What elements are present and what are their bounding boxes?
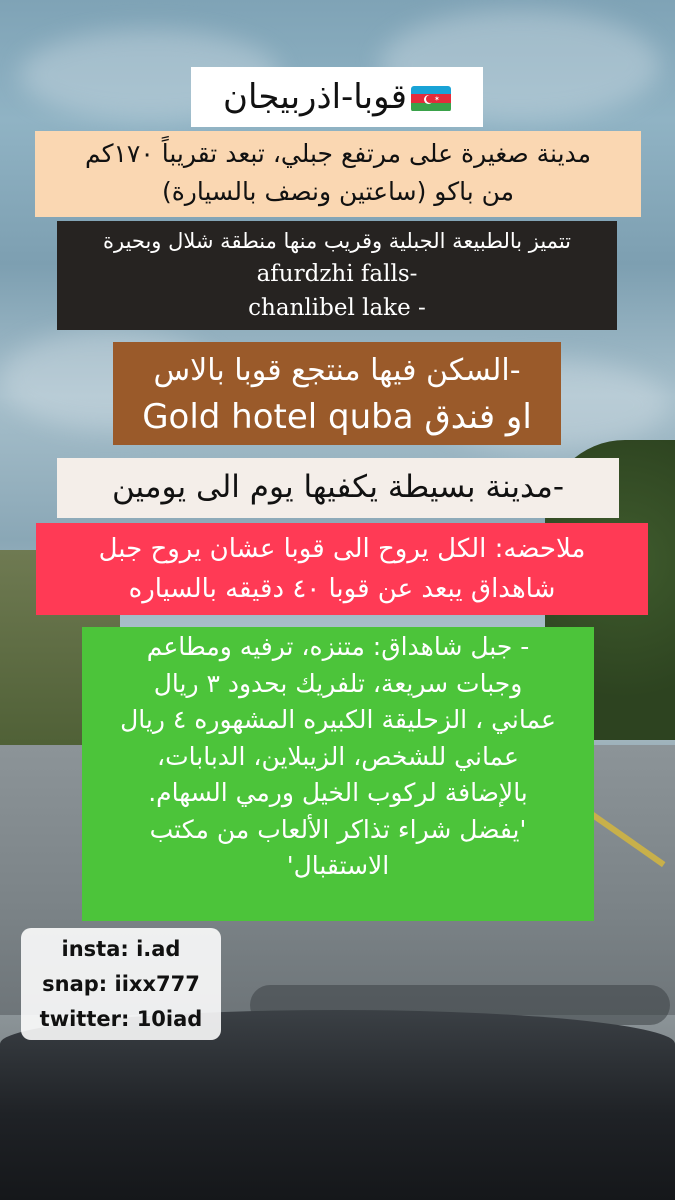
shahdag-line-6: 'يفضل شراء تذاكر الألعاب من مكتب: [149, 814, 527, 844]
note-line-1: ملاحضه: الكل يروح الى قوبا عشان يروح جبل: [98, 534, 586, 564]
simple-city-card: [57, 458, 619, 518]
stay-card: [113, 342, 561, 445]
note-card: [36, 523, 648, 615]
shahdag-line-5: بالإضافة لركوب الخيل ورمي السهام.: [148, 778, 528, 807]
social-handles-card: [21, 928, 221, 1040]
note-line-2: شاهداق يبعد عن قوبا ٤٠ دقيقه بالسياره: [128, 574, 556, 604]
intro-line-1: مدينة صغيرة على مرتفع جبلي، تبعد تقريباً ١٧٠كم: [84, 139, 592, 168]
intro-line-2: من باكو (ساعتين ونصف بالسيارة): [161, 177, 515, 206]
nature-card: [57, 221, 617, 330]
shahdag-line-4: عماني للشخص، الزيبلاين، الدبابات،: [157, 741, 519, 771]
shahdag-line-1: - جبل شاهداق: متنزه، ترفيه ومطاعم: [146, 632, 530, 661]
nature-line-2: afurdzhi falls-: [256, 261, 418, 287]
shahdag-line-2: وجبات سريعة، تلفريك بحدود ٣ ريال: [153, 668, 523, 698]
title-card: [191, 67, 483, 127]
shahdag-line-7: الاستقبال': [286, 851, 390, 880]
snap-handle: snap: iixx777: [42, 972, 200, 996]
azerbaijan-flag-icon: ✶: [411, 86, 451, 112]
stay-line-2: او فندق Gold hotel quba: [142, 397, 532, 437]
shahdag-card: [82, 627, 594, 921]
nature-line-3: chanlibel lake -: [248, 295, 426, 321]
stay-line-1: -السكن فيها منتجع قوبا بالاس: [153, 353, 521, 388]
nature-line-1: تتميز بالطبيعة الجبلية وقريب منها منطقة شلال وبحيرة: [102, 229, 572, 253]
shahdag-line-3: عماني ، الزحليقة الكبيره المشهوره ٤ ريال: [120, 705, 556, 734]
twitter-handle: twitter: 10iad: [39, 1007, 203, 1031]
intro-card: [35, 131, 641, 217]
simple-text: -مدينة بسيطة يكفيها يوم الى يومين: [111, 469, 565, 505]
insta-handle: insta: i.ad: [61, 937, 181, 961]
title-text: قوبا-اذربيجان: [223, 77, 407, 117]
